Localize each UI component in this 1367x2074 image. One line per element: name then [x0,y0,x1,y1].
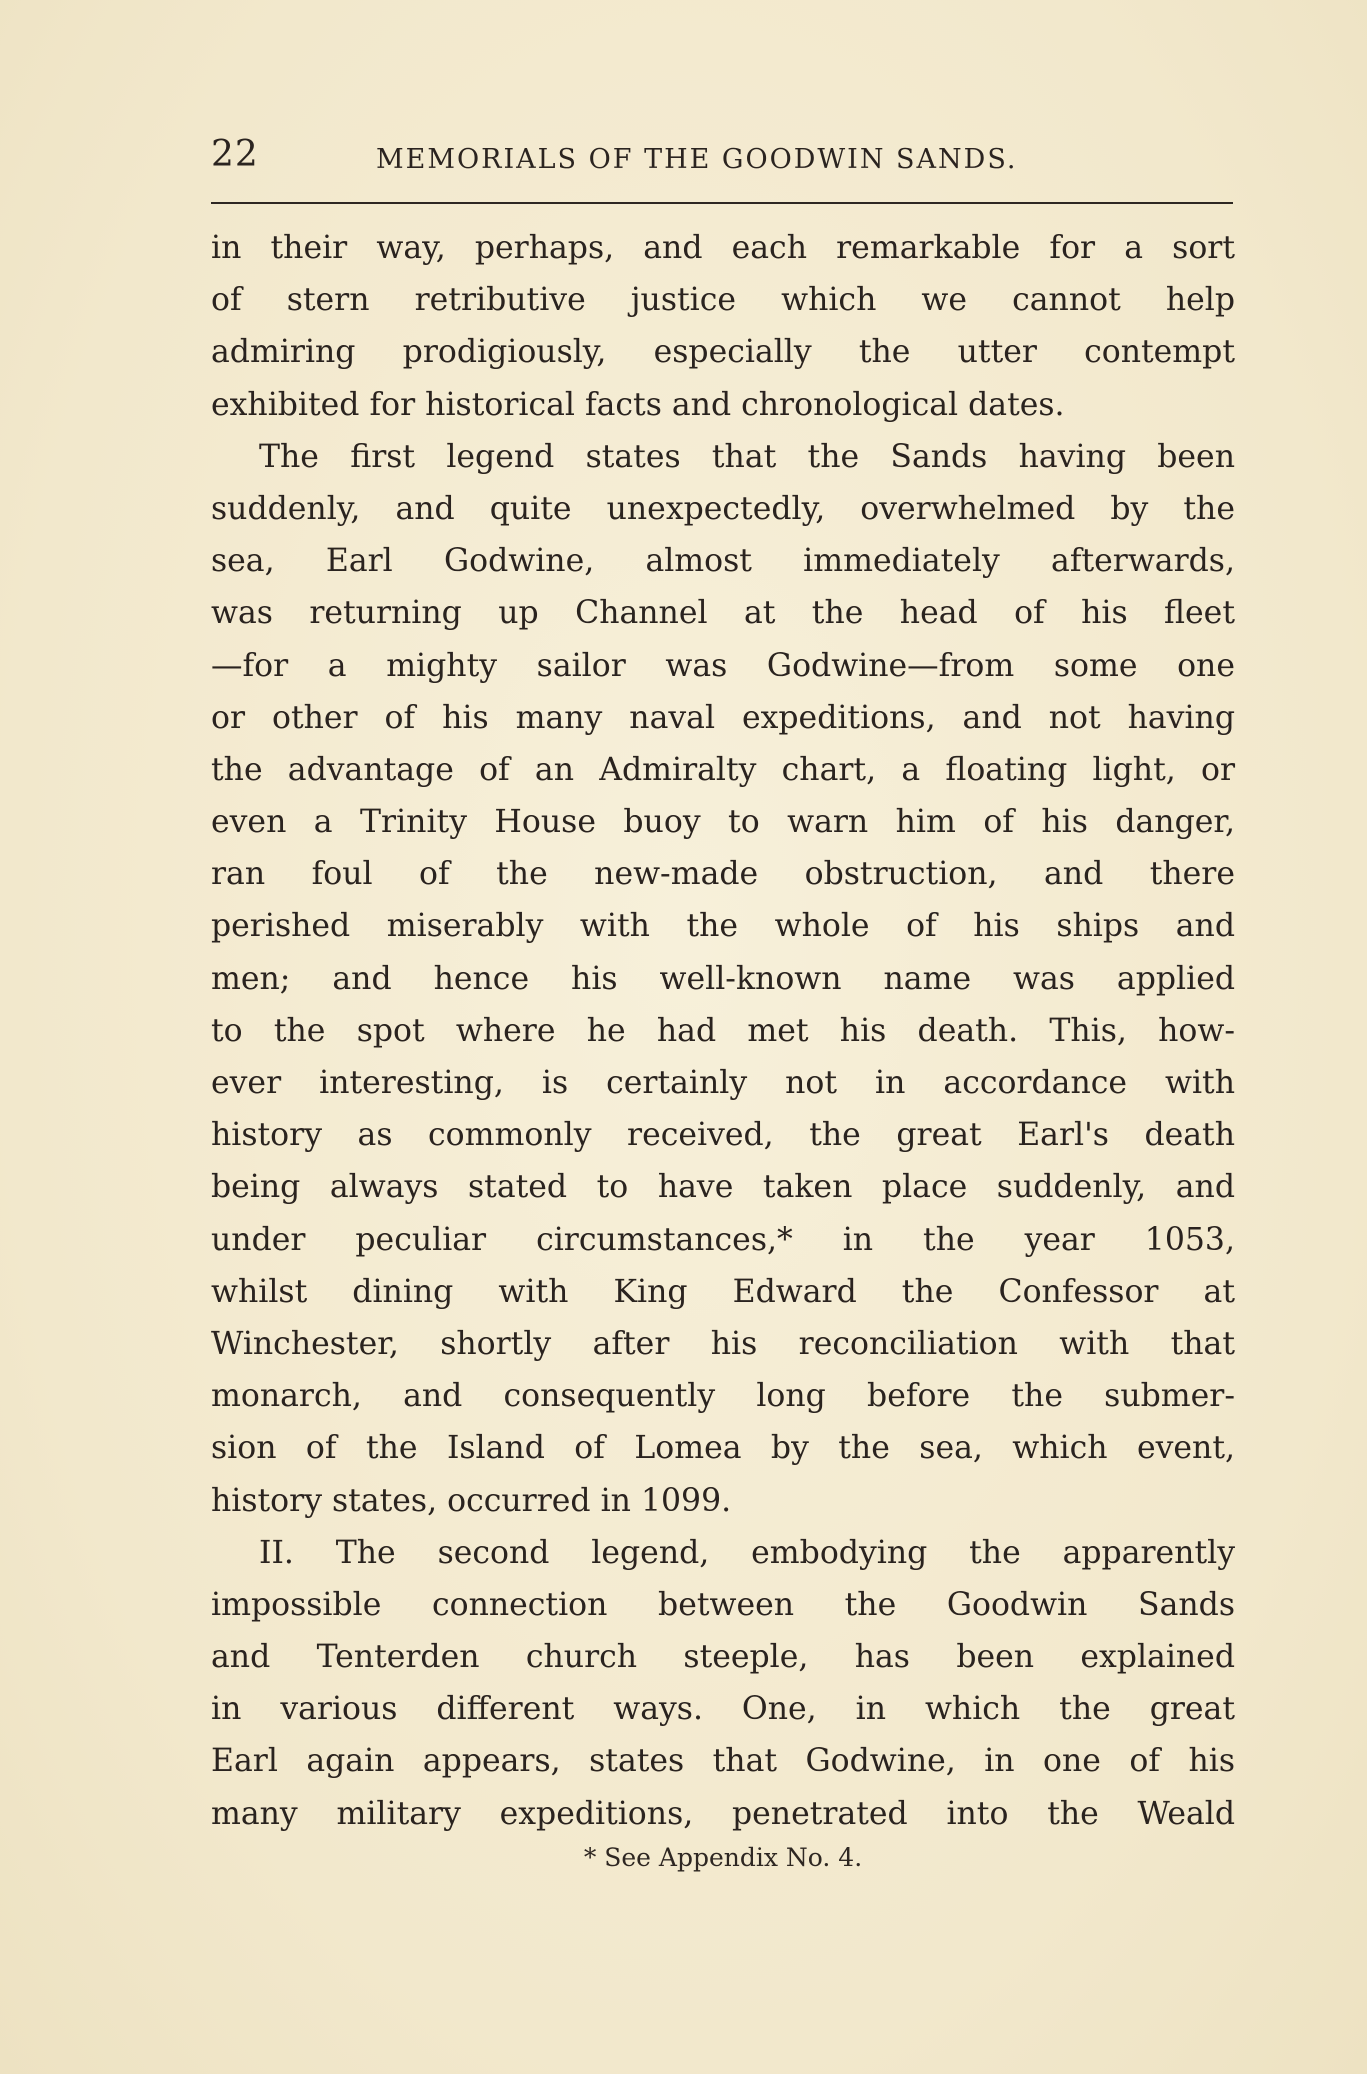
text-line: sion of the Island of Lomea by the sea, which event, [211,1430,1235,1467]
text-line: The first legend states that the Sands having been [259,438,1235,475]
body-text [211,222,1235,1840]
text-line: perished miserably with the whole of his ships and [211,908,1235,945]
text-line: impossible connection between the Goodwin Sands [211,1586,1235,1623]
text-line: to the spot where he had met his death. This, how- [211,1012,1235,1049]
text-line: exhibited for historical facts and chronological dates. [211,386,1065,423]
page-header [211,128,1231,188]
text-line: the advantage of an Admiralty chart, a floating light, or [211,751,1235,788]
text-line: whilst dining with King Edward the Confessor at [211,1273,1235,1310]
text-line: and Tenterden church steeple, has been explained [211,1639,1235,1676]
text-line: being always stated to have taken place suddenly, and [211,1169,1235,1206]
text-line: or other of his many naval expeditions, and not having [211,699,1235,736]
text-line: men; and hence his well-known name was applied [211,960,1235,997]
text-line: admiring prodigiously, especially the utter contempt [211,334,1235,371]
text-line: was returning up Channel at the head of his fleet [211,595,1235,632]
page-number: 22 [211,134,259,175]
text-line: Earl again appears, states that Godwine, in one of his [211,1743,1235,1780]
text-line: under peculiar circumstances,* in the year 1053, [211,1221,1235,1258]
text-line: II. The second legend, embodying the apparently [259,1534,1235,1571]
text-line: ran foul of the new-made obstruction, and there [211,856,1235,893]
text-line: sea, Earl Godwine, almost immediately afterwards, [211,543,1235,580]
running-head: MEMORIALS OF THE GOODWIN SANDS. [376,144,1018,175]
text-line: ever interesting, is certainly not in accordance with [211,1065,1235,1101]
footnote: * See Appendix No. 4. [583,1843,863,1872]
text-line: history states, occurred in 1099. [211,1482,732,1519]
text-line: even a Trinity House buoy to warn him of his danger, [211,804,1235,841]
header-rule [211,202,1233,204]
text-line: Winchester, shortly after his reconciliation with that [211,1325,1235,1362]
text-line: monarch, and consequently long before the submer- [211,1378,1235,1415]
text-line: history as commonly received, the great Earl's death [211,1117,1235,1154]
text-line: in their way, perhaps, and each remarkable for a sort [211,230,1235,266]
text-line: —for a mighty sailor was Godwine—from some one [211,647,1235,684]
text-line: many military expeditions, penetrated into the Weald [211,1795,1235,1832]
text-line: of stern retributive justice which we cannot help [211,282,1235,319]
text-line: in various different ways. One, in which the great [211,1691,1235,1728]
text-line: suddenly, and quite unexpectedly, overwhelmed by the [211,490,1235,527]
